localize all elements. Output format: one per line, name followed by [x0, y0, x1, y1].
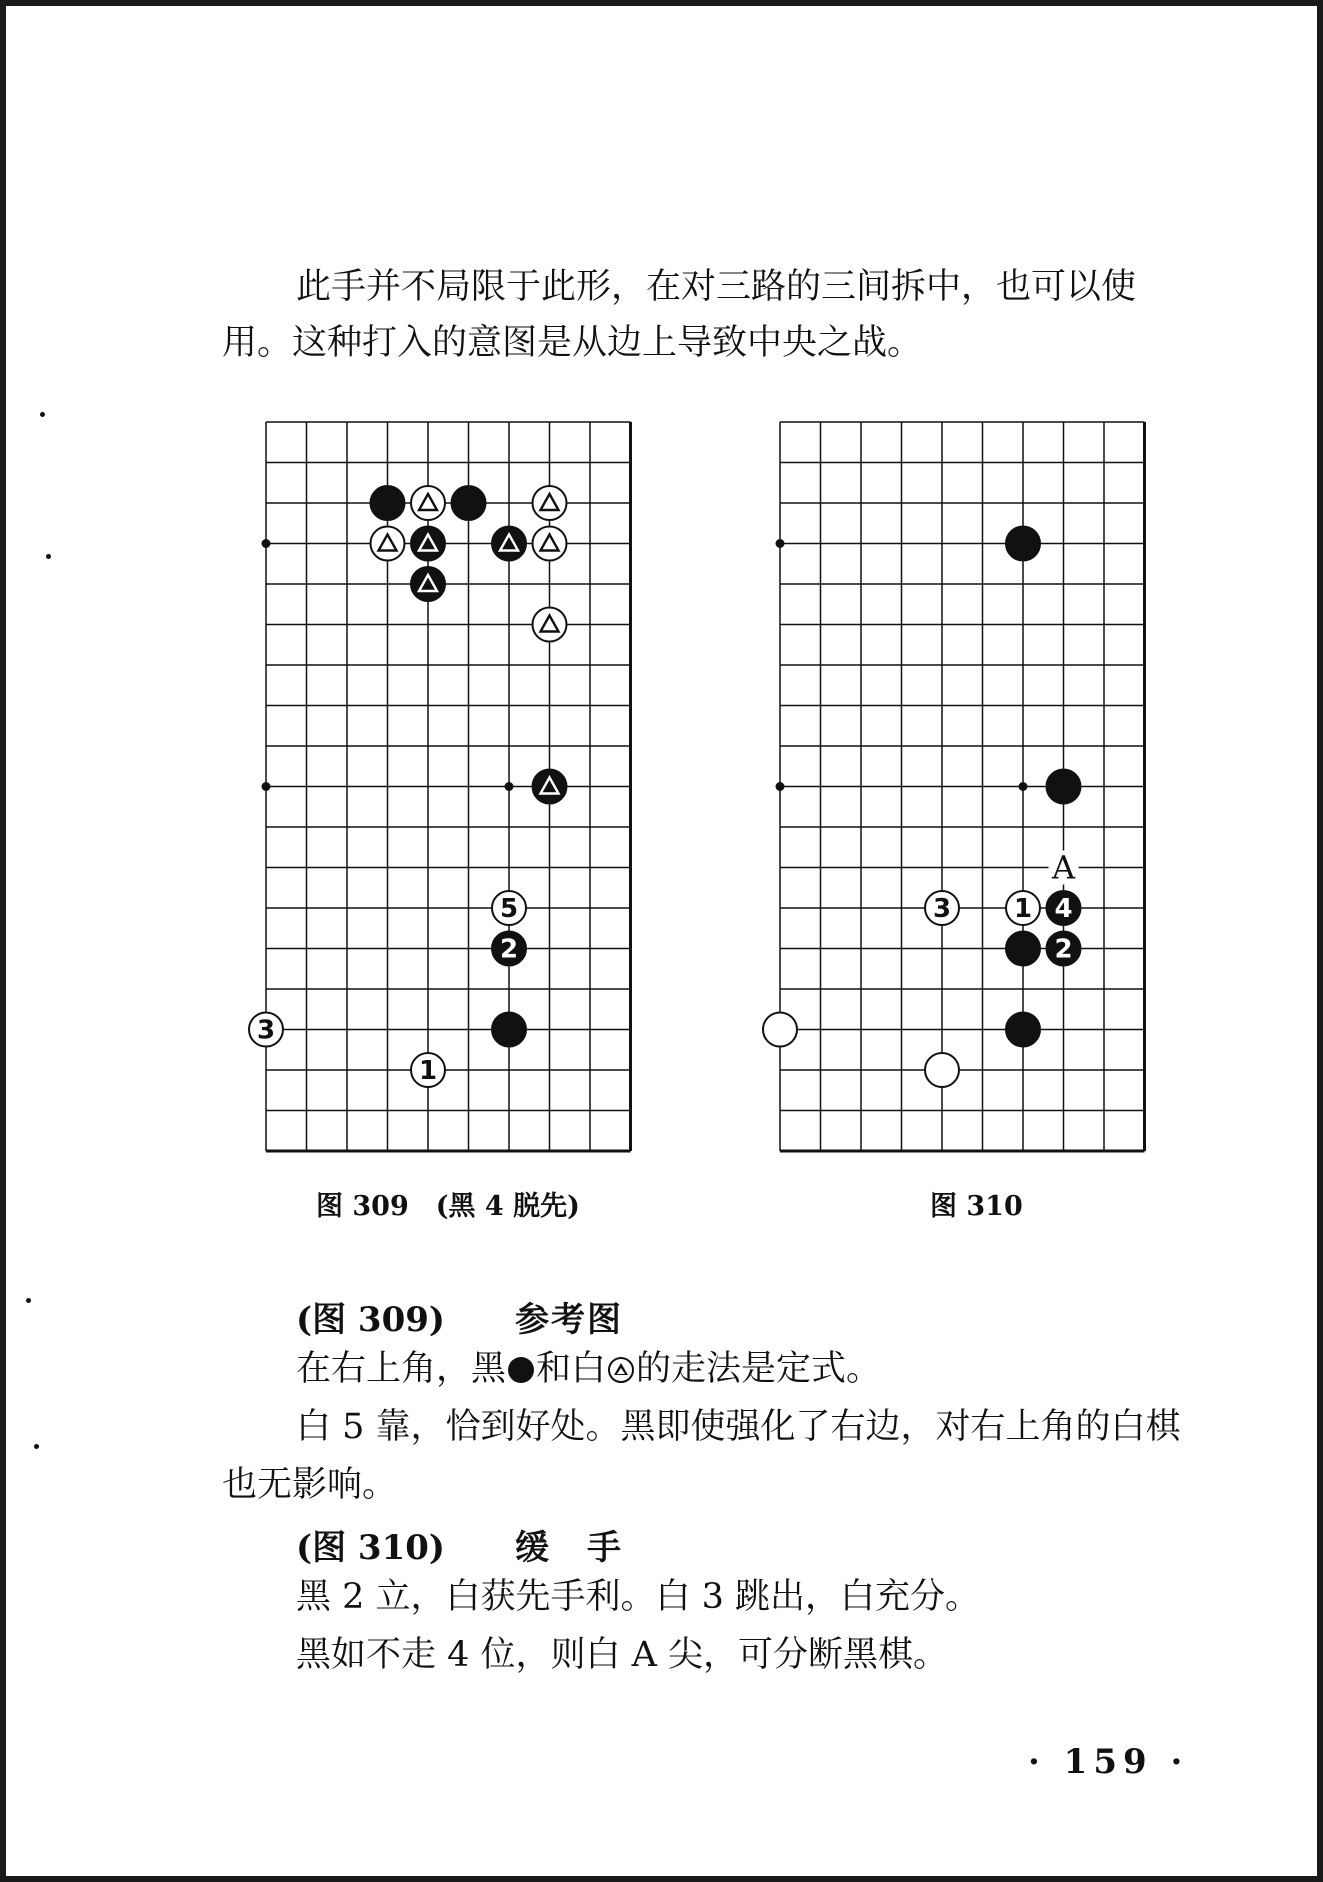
stone-body	[411, 527, 445, 561]
black-stone	[1047, 891, 1081, 925]
scan-speck	[40, 412, 45, 417]
section-309-line-1	[296, 1340, 881, 1398]
go-diagram-309	[256, 412, 656, 1152]
scan-speck	[34, 1444, 39, 1449]
section-309-label: (图 309)	[296, 1300, 445, 1340]
black-stone	[1006, 932, 1040, 966]
white-stone	[533, 608, 567, 642]
section-310-title: 缓 手	[514, 1528, 623, 1568]
section-310-line-1: 黑 2 立，白获先手利。白 3 跳出，白充分。	[296, 1577, 981, 1617]
white-stone	[533, 486, 567, 520]
stone-body	[492, 1013, 526, 1047]
move-number: 3	[256, 1015, 276, 1046]
section-309-heading	[296, 1292, 623, 1341]
caption-309: 图 309 (黑 4 脱先)	[316, 1191, 580, 1222]
stone-body	[533, 527, 567, 561]
star-point	[262, 539, 271, 548]
section-309-title: 参考图	[514, 1300, 623, 1340]
white-stone	[1006, 891, 1040, 925]
black-stone	[411, 567, 445, 601]
white-triangle-stone-icon	[608, 1357, 634, 1383]
white-stone	[411, 486, 445, 520]
intro-line-1: 此手并不局限于此形，在对三路的三间拆中，也可以使	[296, 267, 1137, 307]
stone-body	[492, 527, 526, 561]
white-stone	[925, 1053, 959, 1087]
black-stone	[1006, 527, 1040, 561]
black-stone	[411, 527, 445, 561]
black-stone	[492, 932, 526, 966]
white-stone	[925, 891, 959, 925]
move-number: 1	[418, 1056, 438, 1086]
move-number: 3	[932, 894, 952, 924]
star-point	[505, 782, 514, 791]
black-stone	[1047, 932, 1081, 966]
section-309-line-1-part-a: 在右上角，黑	[296, 1349, 507, 1389]
stone-body	[533, 486, 567, 520]
move-number: 2	[499, 934, 519, 965]
white-stone	[411, 1053, 445, 1087]
caption-310: 图 310	[930, 1191, 1023, 1222]
section-309-line-1-part-c: 的走法是定式。	[636, 1349, 882, 1389]
star-point	[776, 782, 785, 791]
section-310-label: (图 310)	[296, 1528, 445, 1568]
white-stone	[371, 527, 405, 561]
stone-body	[452, 486, 486, 520]
black-stone	[1047, 770, 1081, 804]
stone-body	[411, 567, 445, 601]
book-page	[6, 6, 1317, 1876]
white-stone	[492, 891, 526, 925]
star-point	[262, 782, 271, 791]
stone-body	[533, 608, 567, 642]
page-number: · 159 ·	[1028, 1742, 1189, 1782]
stone-body	[1006, 527, 1040, 561]
star-point	[776, 539, 785, 548]
move-number: 4	[1054, 894, 1073, 924]
section-310-line-2: 黑如不走 4 位，则白 A 尖，可分断黑棋。	[296, 1635, 949, 1675]
section-309-line-1-part-b: 和白	[536, 1349, 607, 1389]
black-stone-icon	[508, 1357, 534, 1383]
stone-body	[1047, 770, 1081, 804]
star-point	[1019, 782, 1028, 791]
go-diagram-310	[770, 412, 1170, 1152]
section-310-heading	[296, 1520, 623, 1569]
point-label: A	[1051, 848, 1076, 887]
white-stone	[763, 1013, 797, 1047]
section-309-line-2: 白 5 靠，恰到好处。黑即使强化了右边，对右上角的白棋	[296, 1407, 1181, 1447]
black-stone	[1006, 1013, 1040, 1047]
white-stone	[533, 527, 567, 561]
section-309-line-3: 也无影响。	[222, 1465, 398, 1505]
stone-body	[371, 527, 405, 561]
intro-line-2: 用。这种打入的意图是从边上导致中央之战。	[222, 323, 923, 363]
move-number: 1	[1013, 894, 1033, 924]
scan-speck	[46, 554, 51, 559]
black-stone	[492, 527, 526, 561]
stone-body	[763, 1013, 797, 1047]
stone-body	[533, 770, 567, 804]
stone-body	[1006, 932, 1040, 966]
move-number: 5	[499, 894, 519, 924]
black-stone	[371, 486, 405, 520]
stone-body	[925, 1053, 959, 1087]
black-stone	[533, 770, 567, 804]
scan-speck	[26, 1298, 31, 1303]
stone-body	[411, 486, 445, 520]
move-number: 2	[1054, 934, 1073, 965]
black-stone	[452, 486, 486, 520]
black-stone	[492, 1013, 526, 1047]
white-stone	[249, 1013, 283, 1047]
stone-body	[371, 486, 405, 520]
stone-body	[1006, 1013, 1040, 1047]
